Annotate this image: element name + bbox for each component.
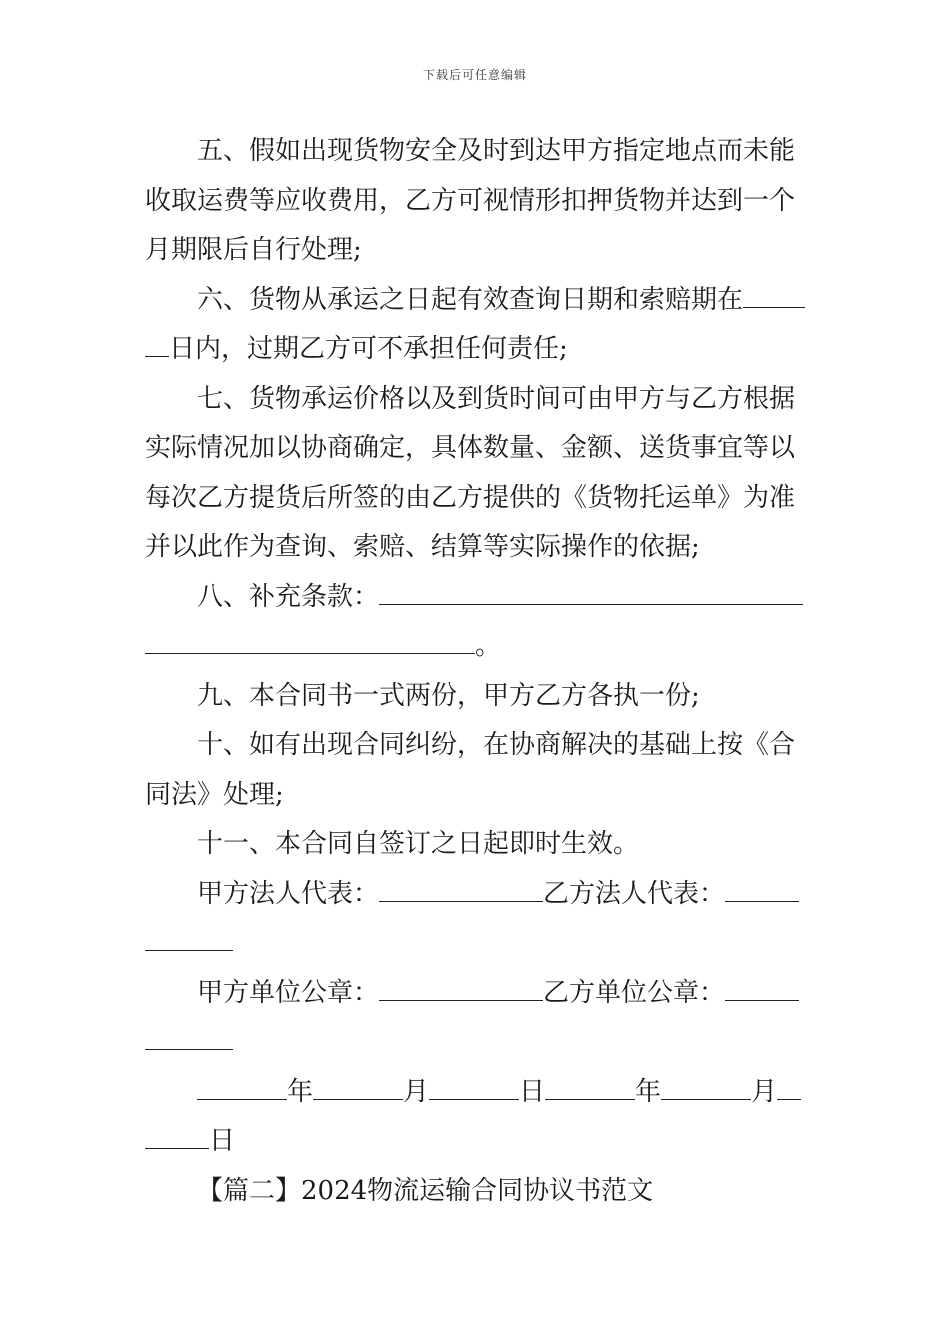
party-b-rep-blank-1 xyxy=(725,879,799,902)
clause-5-line-2: 收取运费等应收费用，乙方可视情形扣押货物并达到一个 xyxy=(145,185,796,216)
clause-5-line-3: 月期限后自行处理; xyxy=(145,235,362,265)
party-b-year-label: 年 xyxy=(635,1076,662,1107)
supplementary-terms-blank-1 xyxy=(379,582,803,605)
party-a-year-blank xyxy=(197,1077,287,1100)
clause-9: 九、本合同书一式两份，甲方乙方各执一份; xyxy=(197,680,700,711)
seal-line-2 xyxy=(145,1018,807,1068)
clause-8-label: 八、补充条款： xyxy=(197,581,380,612)
clause-6-text-2: 日内，过期乙方可不承担任何责任; xyxy=(169,334,568,364)
clause-7-line-4: 并以此作为查询、索赔、结算等实际操作的依据; xyxy=(145,532,700,562)
party-b-month-blank xyxy=(661,1077,751,1100)
seal-line-1 xyxy=(145,969,807,1019)
party-a-month-label: 月 xyxy=(403,1076,430,1107)
party-b-rep-blank-2 xyxy=(145,928,233,951)
date-line-2 xyxy=(145,1117,807,1167)
supplementary-terms-blank-2 xyxy=(145,631,475,654)
clause-11: 十一、本合同自签订之日起即时生效。 xyxy=(197,829,640,859)
clause-7-line-3: 每次乙方提货后所签的由乙方提供的《货物托运单》为准 xyxy=(145,482,796,513)
document-body xyxy=(145,127,807,1216)
representative-line-1 xyxy=(145,870,807,920)
clause-6-text: 六、货物从承运之日起有效查询日期和索赔期在 xyxy=(197,284,744,315)
party-b-seal-label: 乙方单位公章： xyxy=(543,977,726,1008)
clause-6-line-2 xyxy=(145,325,807,375)
clause-5-line-1: 五、假如出现货物安全及时到达甲方指定地点而未能 xyxy=(197,136,796,166)
clause-8-line-2 xyxy=(145,622,807,672)
party-a-seal-label: 甲方单位公章： xyxy=(197,977,380,1008)
party-a-month-blank xyxy=(313,1077,403,1100)
days-blank-part-2 xyxy=(145,334,169,357)
party-b-rep-label: 乙方法人代表： xyxy=(543,878,726,909)
party-a-day-label: 日 xyxy=(519,1076,546,1107)
party-b-day-blank-2 xyxy=(145,1126,209,1149)
party-b-day-label: 日 xyxy=(209,1126,236,1156)
date-line-1 xyxy=(145,1068,807,1118)
clause-8-line-1 xyxy=(145,573,807,623)
clause-10-line-2: 同法》处理; xyxy=(145,779,284,810)
next-section-title: 【篇二】2024物流运输合同协议书范文 xyxy=(197,1175,654,1206)
party-b-month-label: 月 xyxy=(751,1076,778,1107)
representative-line-2 xyxy=(145,919,807,969)
party-b-seal-blank-2 xyxy=(145,1027,233,1050)
party-b-day-blank-1 xyxy=(777,1077,801,1100)
party-a-rep-label: 甲方法人代表： xyxy=(197,878,380,909)
party-a-seal-blank xyxy=(379,978,543,1001)
clause-6-line-1 xyxy=(145,276,807,326)
clause-7-line-1: 七、货物承运价格以及到货时间可由甲方与乙方根据 xyxy=(197,383,796,414)
party-a-day-blank xyxy=(429,1077,519,1100)
party-a-rep-blank xyxy=(379,879,543,902)
clause-8-end: 。 xyxy=(475,631,502,661)
party-b-year-blank xyxy=(545,1077,635,1100)
days-blank-part-1 xyxy=(743,285,805,308)
party-a-year-label: 年 xyxy=(287,1076,314,1107)
clause-10-line-1: 十、如有出现合同纠纷，在协商解决的基础上按《合 xyxy=(197,730,796,760)
party-b-seal-blank-1 xyxy=(725,978,799,1001)
clause-7-line-2: 实际情况加以协商确定，具体数量、金额、送货事宜等以 xyxy=(145,433,796,463)
page-header-note: 下载后可任意编辑 xyxy=(422,68,527,82)
